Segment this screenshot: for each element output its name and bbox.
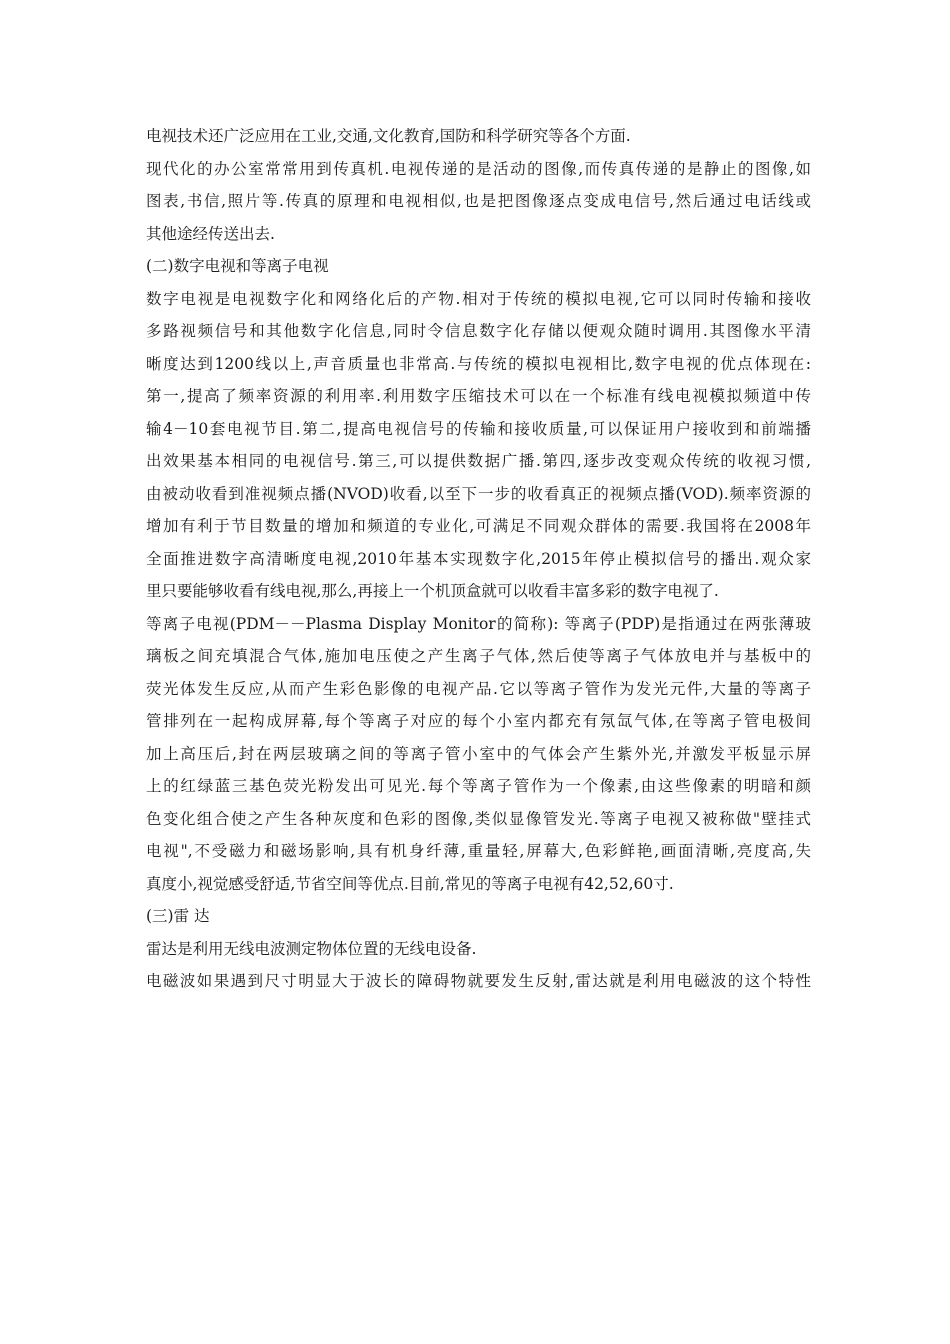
paragraph-line: 等离子电视(PDM－－Plasma Display Monitor的简称): 等离子(PDP)是指通过在两张薄玻 bbox=[146, 614, 811, 633]
paragraph-line: 真度小,视觉感受舒适,节省空间等优点.目前,常见的等离子电视有42,52,60寸. bbox=[146, 874, 674, 893]
paragraph-line: 雷达是利用无线电波测定物体位置的无线电设备. bbox=[146, 939, 477, 958]
document-body bbox=[146, 120, 811, 998]
paragraph-line: 电视",不受磁力和磁场影响,具有机身纤薄,重量轻,屏幕大,色彩鲜艳,画面清晰,亮度高,失 bbox=[146, 842, 811, 860]
paragraph-line: 电视技术还广泛应用在工业,交通,文化教育,国防和科学研究等各个方面. bbox=[146, 127, 631, 145]
paragraph-line: 出效果基本相同的电视信号.第三,可以提供数据广播.第四,逐步改变观众传统的收视习惯, bbox=[146, 452, 811, 470]
paragraph-line: 第一,提高了频率资源的利用率.利用数字压缩技术可以在一个标准有线电视模拟频道中传 bbox=[146, 387, 811, 405]
section-heading: (二)数字电视和等离子电视 bbox=[146, 257, 329, 275]
paragraph-line: 电磁波如果遇到尺寸明显大于波长的障碍物就要发生反射,雷达就是利用电磁波的这个特性 bbox=[146, 972, 811, 990]
paragraph-line: 全面推进数字高清晰度电视,2010年基本实现数字化,2015年停止模拟信号的播出.观众家 bbox=[146, 549, 811, 568]
paragraph-line: 多路视频信号和其他数字化信息,同时令信息数字化存储以便观众随时调用.其图像水平清 bbox=[146, 322, 811, 340]
paragraph-line: 荧光体发生反应,从而产生彩色影像的电视产品.它以等离子管作为发光元件,大量的等离子 bbox=[146, 679, 811, 698]
paragraph-line: 管排列在一起构成屏幕,每个等离子对应的每个小室内都充有氖氙气体,在等离子管电极间 bbox=[146, 712, 811, 730]
section-heading: (三)雷 达 bbox=[146, 907, 210, 925]
paragraph-line: 现代化的办公室常常用到传真机.电视传递的是活动的图像,而传真传递的是静止的图像,如 bbox=[146, 159, 811, 178]
paragraph-line: 增加有利于节目数量的增加和频道的专业化,可满足不同观众群体的需要.我国将在2008年 bbox=[146, 517, 811, 535]
paragraph-line: 璃板之间充填混合气体,施加电压使之产生离子气体,然后使等离子气体放电并与基板中的 bbox=[146, 647, 811, 665]
paragraph-line: 色变化组合使之产生各种灰度和色彩的图像,类似显像管发光.等离子电视又被称做"壁挂式 bbox=[146, 809, 811, 828]
paragraph-line: 数字电视是电视数字化和网络化后的产物.相对于传统的模拟电视,它可以同时传输和接收 bbox=[146, 289, 811, 308]
paragraph-line: 其他途经传送出去. bbox=[146, 224, 275, 243]
paragraph-line: 晰度达到1200线以上,声音质量也非常高.与传统的模拟电视相比,数字电视的优点体现在: bbox=[146, 354, 811, 373]
paragraph-line: 加上高压后,封在两层玻璃之间的等离子管小室中的气体会产生紫外光,并激发平板显示屏 bbox=[146, 744, 811, 763]
paragraph-line: 由被动收看到准视频点播(NVOD)收看,以至下一步的收看真正的视频点播(VOD).频率资源的 bbox=[146, 484, 811, 503]
paragraph-line: 输4－10套电视节目.第二,提高电视信号的传输和接收质量,可以保证用户接收到和前端播 bbox=[146, 419, 811, 438]
paragraph-line: 图表,书信,照片等.传真的原理和电视相似,也是把图像逐点变成电信号,然后通过电话线或 bbox=[146, 192, 811, 210]
paragraph-line: 上的红绿蓝三基色荧光粉发出可见光.每个等离子管作为一个像素,由这些像素的明暗和颜 bbox=[146, 777, 811, 795]
paragraph-line: 里只要能够收看有线电视,那么,再接上一个机顶盒就可以收看丰富多彩的数字电视了. bbox=[146, 582, 719, 600]
